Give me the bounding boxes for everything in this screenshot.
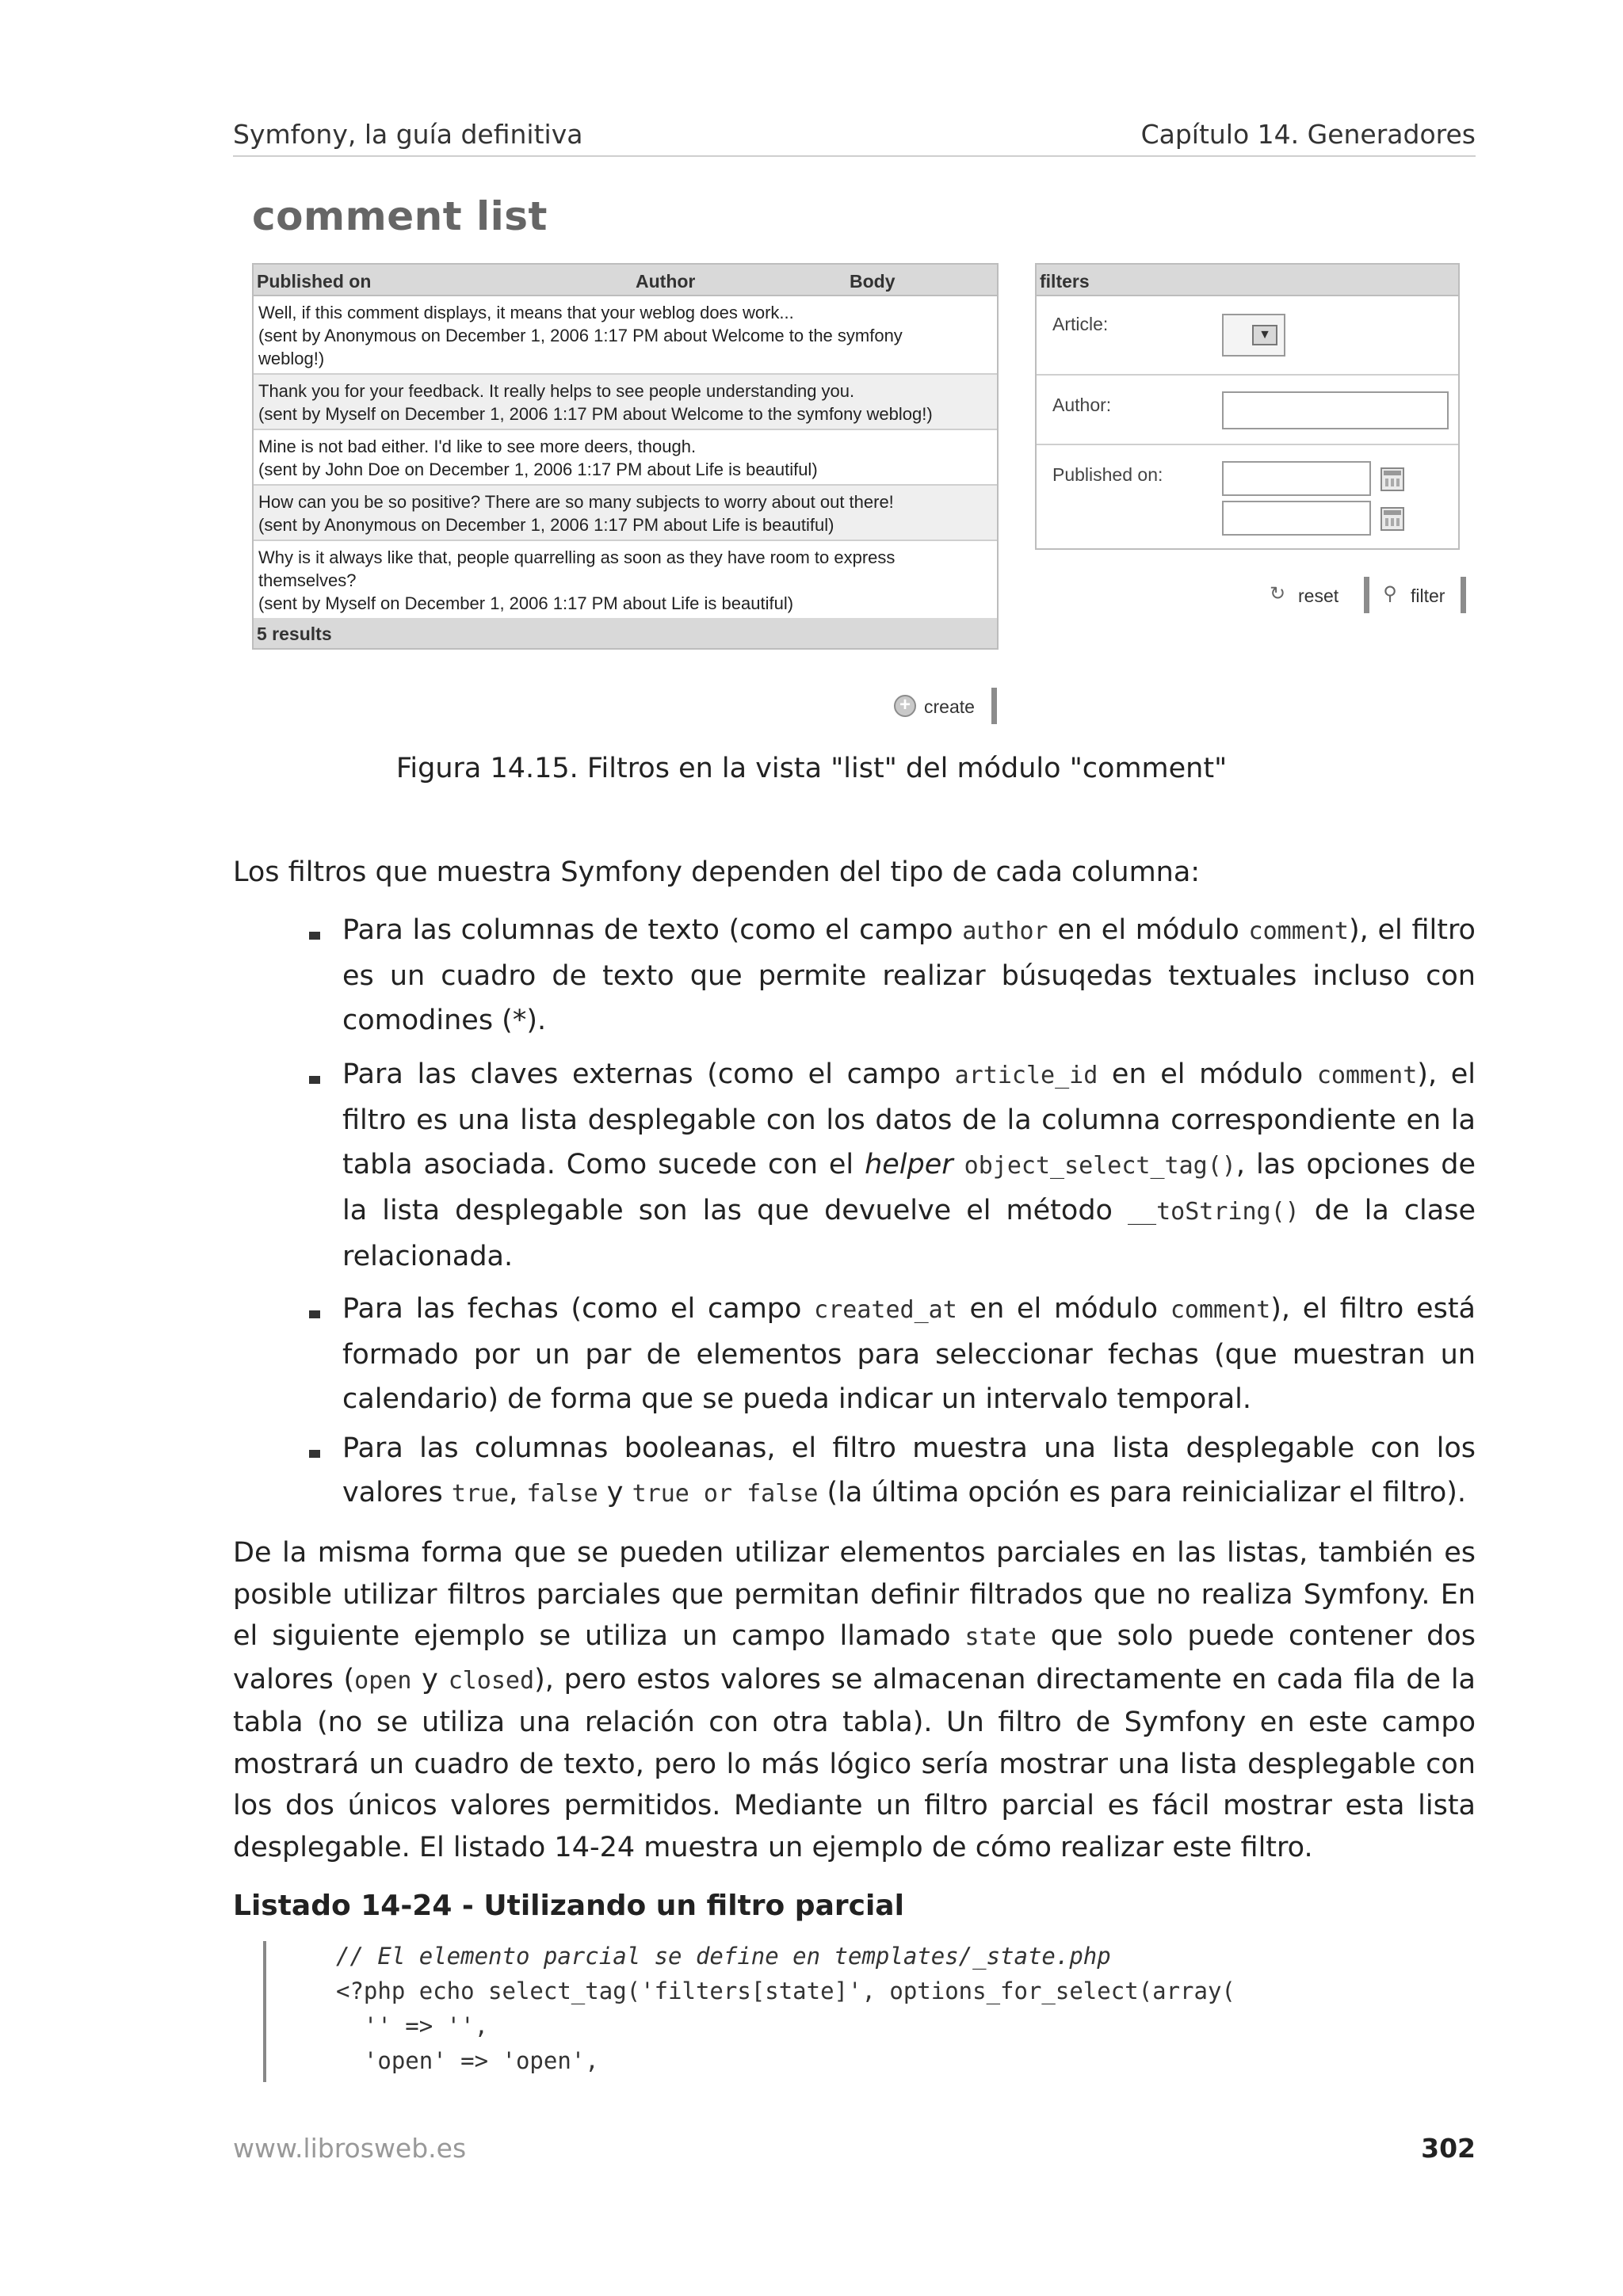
table-row[interactable]: Mine is not bad either. I'd like to see more deers, though. (sent by John Doe on December 1, 2006 1:17 PM about Life is beautiful) (254, 430, 997, 486)
column-header-published[interactable]: Published on (257, 271, 372, 292)
search-icon: ⚲ (1383, 583, 1397, 605)
published-from-input[interactable] (1222, 461, 1371, 496)
filters-panel (1035, 263, 1460, 550)
filter-article-row (1037, 296, 1458, 376)
intro-paragraph: Los filtros que muestra Symfony dependen del tipo de cada columna: (233, 856, 1201, 888)
bullet-marker (309, 1076, 320, 1084)
comment-table (252, 263, 999, 650)
table-row[interactable]: Well, if this comment displays, it means that your weblog does work... (sent by Anonymous on December 1, 2006 1:17 PM about Welcome to the symfony weblog!) (254, 296, 997, 375)
code-block-border (263, 1941, 266, 2082)
table-header (254, 265, 997, 296)
results-count: 5 results (254, 618, 997, 648)
reset-icon: ↻ (1269, 583, 1286, 605)
bullet-foreign-keys: Para las claves externas (como el campo article_id en el módulo comment), el filtro es una lista desplegable con los datos de la columna correspondiente en la tabla asociada. Como sucede con el helper object_select_tag(), las opciones de la lista desplegable son las que devuelve el método __toString() de la clase relacionada. (342, 1058, 1476, 1272)
filter-author-row (1037, 376, 1458, 445)
partial-filters-paragraph: De la misma forma que se pueden utilizar elementos parciales en las listas, también es posible utilizar filtros parciales que permitan definir filtrados que no realiza Symfony. En el siguiente ejemplo se utiliza un campo llamado state que solo puede contener dos valores (open y closed), pero estos valores se almacenan directamente en cada fila de la tabla (no se utiliza una relación con otra tabla). Un filtro de Symfony en este campo mostrará un cuadro de texto, pero lo más lógico sería mostrar una lista desplegable con los dos únicos valores permitidos. Mediante un filtro parcial es fácil mostrar esta lista desplegable. El listado 14-24 muestra un ejemplo de cómo realizar este filtro. (233, 1537, 1476, 1863)
bullet-marker (309, 932, 320, 940)
table-row[interactable]: Why is it always like that, people quarrelling as soon as they have room to express themselves? (sent by Myself on December 1, 2006 1:17 PM about Life is beautiful) (258, 547, 896, 613)
bullet-text-columns: Para las columnas de texto (como el campo author en el módulo comment), el filtro es un cuadro de texto que permite realizar búsuqedas textuales incluso con comodines (*). (342, 914, 1476, 1036)
published-to-input[interactable] (1222, 501, 1371, 536)
filter-button[interactable]: ⚲ filter (1379, 577, 1466, 613)
calendar-icon[interactable] (1381, 507, 1404, 531)
article-select[interactable] (1222, 314, 1285, 357)
code-line: // El elemento parcial se define en templates/_state.php (336, 1943, 1111, 1970)
chevron-down-icon: ▼ (1252, 325, 1277, 345)
book-title: Symfony, la guía definitiva (233, 119, 583, 150)
bullet-dates: Para las fechas (como el campo created_at en el módulo comment), el filtro está formado por un par de elementos para seleccionar fechas (que muestran un calendario) de forma que se pueda indicar un intervalo temporal. (342, 1293, 1476, 1415)
filter-published-label: Published on: (1052, 464, 1163, 485)
bullet-marker (309, 1450, 320, 1458)
figure-screenshot (247, 187, 1468, 734)
filter-article-label: Article: (1052, 314, 1109, 334)
column-header-body[interactable]: Body (850, 271, 896, 292)
table-row[interactable]: How can you be so positive? There are so many subjects to worry about out there! (sent by Anonymous on December 1, 2006 1:17 PM about Life is beautiful) (254, 486, 997, 541)
running-header (233, 119, 1476, 157)
code-line: '' => '', (336, 2012, 489, 2039)
filter-author-label: Author: (1052, 395, 1112, 415)
table-row[interactable]: Thank you for your feedback. It really helps to see people understanding you. (sent by Myself on December 1, 2006 1:17 PM about Welcome to the symfony weblog!) (254, 375, 997, 430)
figure-caption: Figura 14.15. Filtros en la vista "list" del módulo "comment" (395, 753, 1228, 784)
code-line: 'open' => 'open', (336, 2047, 599, 2074)
add-icon: + (894, 695, 916, 717)
column-header-author[interactable]: Author (636, 271, 696, 292)
reset-button[interactable]: ↻ reset (1266, 577, 1369, 613)
page-number: 302 (1421, 2133, 1476, 2164)
create-button[interactable]: + create (894, 688, 997, 724)
footer-site-link[interactable]: www.librosweb.es (233, 2133, 467, 2164)
filter-published-row (1037, 445, 1458, 548)
bullet-marker (309, 1310, 320, 1318)
filters-title: filters (1037, 265, 1458, 296)
bullet-booleans: Para las columnas booleanas, el filtro muestra una lista desplegable con los valores true, false y true or false (la última opción es para reinicializar el filtro). (342, 1432, 1476, 1508)
chapter-title: Capítulo 14. Generadores (1140, 119, 1476, 150)
calendar-icon[interactable] (1381, 467, 1404, 491)
comment-list-title: comment list (252, 193, 548, 239)
author-input[interactable] (1222, 391, 1449, 429)
listing-title: Listado 14-24 - Utilizando un filtro parcial (233, 1890, 904, 1922)
code-line: <?php echo select_tag('filters[state]', options_for_select(array( (336, 1978, 1235, 2004)
